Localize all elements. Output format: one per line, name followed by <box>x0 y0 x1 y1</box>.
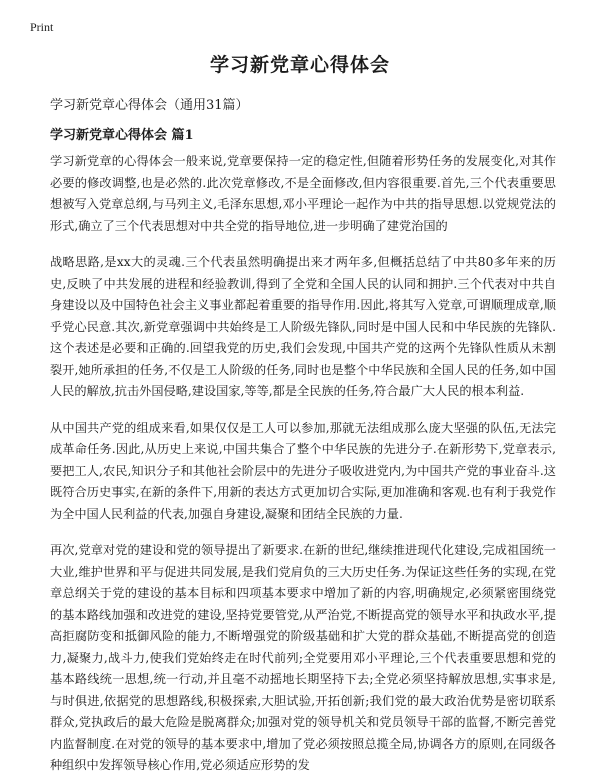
page-title: 学习新党章心得体会 <box>209 54 390 76</box>
paragraph-1: 学习新党章的心得体会一般来说,党章要保持一定的稳定性,但随着形势任务的发展变化,对其作必要的修改调整,也是必然的.此次党章修改,不是全面修改,但内容很重要.首先,三个代表重要思想被写入党章总纲,与马列主义,毛泽东思想,邓小平理论一起作为中共的指导思想.以党规党法的形式,确立了三个代表思想对中共全党的指导地位,进一步明确了建党治国的 <box>50 154 556 233</box>
article-body <box>50 151 556 777</box>
print-link[interactable]: Print <box>30 20 54 34</box>
paragraph-2: 战略思路,是xx大的灵魂.三个代表虽然明确提出来才两年多,但概括总结了中共80多年来的历史,反映了中共发展的进程和经验教训,得到了全党和全国人民的认同和拥护.三个代表对中共自身建设以及中国特色社会主义事业都起着重要的指导作用.因此,将其写入党章,可谓顺理成章,顺乎党心民意.其次,新党章强调中共始终是工人阶级先锋队,同时是中国人民和中华民族的先锋队.这个表述是必要和正确的.回望我党的历史,我们会发现,中国共产党的这两个先锋队性质从未割裂开,她所承担的任务,不仅是工人阶级的任务,同时也是整个中华民族和全国人民的任务,如中国人民的解放,抗击外国侵略,建设国家,等等,都是全民族的任务,符合最广大人民的根本利益. <box>50 255 556 398</box>
document-subtitle: 学习新党章心得体会（通用31篇） <box>50 98 249 113</box>
paragraph-3: 从中国共产党的组成来看,如果仅仅是工人可以参加,那就无法组成那么庞大坚强的队伍,无法完成革命任务.因此,从历史上来说,中国共集合了整个中华民族的先进分子.在新形势下,党章表示,要把工人,农民,知识分子和其他社会阶层中的先进分子吸收进党内,为中国共产党的事业奋斗.这既符合历史事实,在新的条件下,用新的表达方式更加切合实际,更加准确和客观.也有利于我党作为全中国人民利益的代表,加强自身建设,凝聚和团结全民族的力量. <box>50 420 556 521</box>
paragraph-4: 再次,党章对党的建设和党的领导提出了新要求.在新的世纪,继续推进现代化建设,完成祖国统一大业,维护世界和平与促进共同发展,是我们党肩负的三大历史任务.为保证这些任务的实现,在党章总纲关于党的建设的基本目标和四项基本要求中增加了新的内容,明确规定,必须紧密围绕党的基本路线加强和改进党的建设,坚持党要管党,从严治党,不断提高党的领导水平和执政水平,提高拒腐防变和抵御风险的能力,不断增强党的阶级基础和扩大党的群众基础,不断提高党的创造力,凝聚力,战斗力,使我们党始终走在时代前列;全党要用邓小平理论,三个代表重要思想和党的基本路线统一思想,统一行动,并且毫不动摇地长期坚持下去;全党必须坚持解放思想,实事求是,与时俱进,依据党的思想路线,积极探索,大胆试验,开拓创新;我们党的最大政治优势是密切联系群众,党执政后的最大危险是脱离群众;加强对党的领导机关和党员领导干部的监督,不断完善党内监督制度.在对党的领导的基本要求中,增加了党必须按照总揽全局,协调各方的原则,在同级各种组织中发挥领导核心作用,党必须适应形势的发 <box>50 543 556 772</box>
section-heading: 学习新党章心得体会 篇1 <box>50 128 194 143</box>
